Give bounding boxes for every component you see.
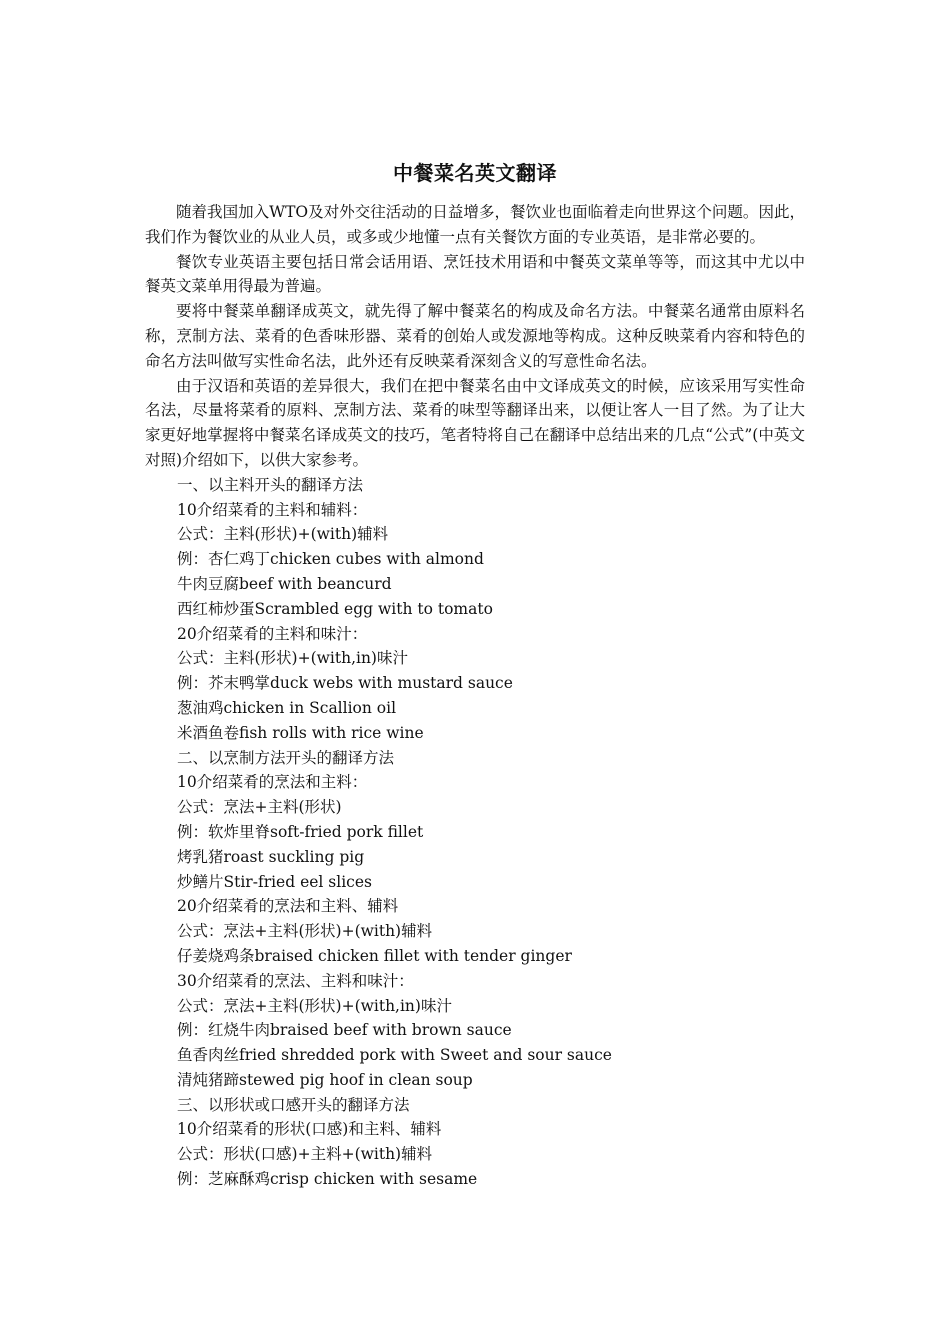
formula-line: 公式：主料(形状)+(with)辅料	[177, 525, 389, 544]
formula-line: 公式：烹法+主料(形状)	[177, 798, 342, 817]
example-line: 牛肉豆腐beef with beancurd	[177, 574, 392, 593]
example-line: 仔姜烧鸡条braised chicken fillet with tender ginger	[177, 946, 572, 965]
example-line: 例：杏仁鸡丁chicken cubes with almond	[177, 550, 484, 569]
formula-line: 公式：主料(形状)+(with,in)味汁	[177, 649, 408, 668]
subsection-heading: 10介绍菜肴的形状(口感)和主料、辅料	[177, 1120, 442, 1139]
formula-line: 公式：形状(口感)+主料+(with)辅料	[177, 1145, 433, 1164]
example-line: 葱油鸡chicken in Scallion oil	[177, 698, 397, 717]
paragraph: 餐饮专业英语主要包括日常会话用语、烹饪技术用语和中餐英文菜单等等，而这其中尤以中餐英文菜单用得最为普遍。	[145, 252, 805, 296]
example-line: 鱼香肉丝fried shredded pork with Sweet and sour sauce	[177, 1046, 612, 1065]
example-line: 清炖猪蹄stewed pig hoof in clean soup	[177, 1070, 473, 1089]
subsection-heading: 10介绍菜肴的主料和辅料：	[177, 500, 368, 519]
section-heading: 三、以形状或口感开头的翻译方法	[177, 1095, 410, 1114]
subsection-heading: 20介绍菜肴的烹法和主料、辅料	[177, 897, 399, 916]
subsection-heading: 20介绍菜肴的主料和味汁：	[177, 624, 368, 643]
example-line: 例：芥末鸭掌duck webs with mustard sauce	[177, 674, 513, 693]
example-line: 西红柿炒蛋Scrambled egg with to tomato	[177, 599, 493, 618]
example-line: 烤乳猪roast suckling pig	[177, 847, 365, 866]
paragraph: 要将中餐菜单翻译成英文，就先得了解中餐菜名的构成及命名方法。中餐菜名通常由原料名称，烹制方法、菜肴的色香味形器、菜肴的创始人或发源地等构成。这种反映菜肴内容和特色的命名方法叫做写实性命名法，此外还有反映菜肴深刻含义的写意性命名法。	[145, 302, 805, 370]
section-heading: 二、以烹制方法开头的翻译方法	[177, 748, 395, 767]
subsection-heading: 30介绍菜肴的烹法、主料和味汁：	[177, 971, 414, 990]
example-line: 例：软炸里脊soft-fried pork fillet	[177, 822, 424, 841]
formula-line: 公式：烹法+主料(形状)+(with)辅料	[177, 922, 433, 941]
example-line: 炒鳝片Stir-fried eel slices	[177, 872, 372, 891]
section-heading: 一、以主料开头的翻译方法	[177, 475, 364, 494]
document-title: 中餐菜名英文翻译	[393, 161, 557, 185]
example-line: 米酒鱼卷fish rolls with rice wine	[177, 723, 424, 742]
paragraph: 随着我国加入WTO及对外交往活动的日益增多，餐饮业也面临着走向世界这个问题。因此，我们作为餐饮业的从业人员，或多或少地懂一点有关餐饮方面的专业英语，是非常必要的。	[145, 203, 805, 246]
document-body	[145, 200, 805, 1192]
paragraph: 由于汉语和英语的差异很大，我们在把中餐菜名由中文译成英文的时候，应该采用写实性命名法，尽量将菜肴的原料、烹制方法、菜肴的味型等翻译出来，以便让客人一目了然。为了让大家更好地掌握将中餐菜名译成英文的技巧，笔者特将自己在翻译中总结出来的几点“公式”(中英文对照)介绍如下，以供大家参考。	[145, 376, 805, 469]
example-line: 例：红烧牛肉braised beef with brown sauce	[177, 1021, 512, 1040]
formula-line: 公式：烹法+主料(形状)+(with,in)味汁	[177, 996, 452, 1015]
example-line: 例：芝麻酥鸡crisp chicken with sesame	[177, 1170, 478, 1189]
subsection-heading: 10介绍菜肴的烹法和主料：	[177, 773, 368, 792]
